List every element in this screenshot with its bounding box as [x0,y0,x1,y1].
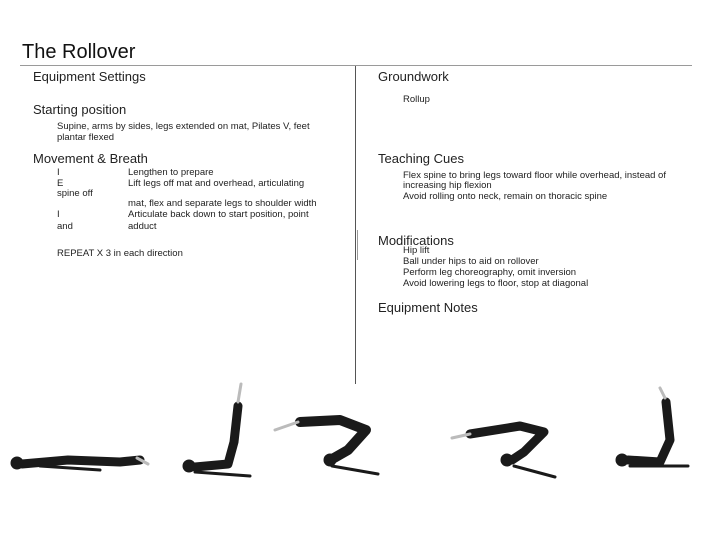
modification-line: Ball under hips to aid on rollover [403,256,539,267]
modification-line: Avoid lowering legs to floor, stop at diagonal [403,278,589,289]
movement-line: Lift legs off mat and overhead, articulating [128,178,305,189]
movement-breath-heading: Movement & Breath [33,151,148,166]
groundwork-item: Rollup [403,94,430,105]
equipment-notes-heading: Equipment Notes [378,300,478,315]
exercise-stage-supine [11,457,148,470]
exercise-photo-strip [0,380,720,540]
starting-position-heading: Starting position [33,102,127,117]
movement-line: mat, flex and separate legs to shoulder width [128,198,317,209]
movement-line: Lengthen to prepare [128,167,214,178]
teaching-cue-line: increasing hip flexion [403,180,492,191]
equipment-settings-heading: Equipment Settings [33,69,146,84]
page-title: The Rollover [22,41,136,63]
teaching-cue-line: Flex spine to bring legs toward floor while overhead, instead of [403,170,666,181]
breath-marker: E [57,178,64,189]
teaching-cues-heading: Teaching Cues [378,151,464,166]
repeat-instruction: REPEAT X 3 in each direction [57,248,183,259]
groundwork-heading: Groundwork [378,69,449,84]
title-divider [20,65,692,66]
exercise-stage-legs-vertical-return [616,388,688,466]
modifications-heading: Modifications [378,233,454,248]
exercise-stage-legs-split-overhead [452,426,555,477]
breath-marker: spine off [57,188,93,199]
exercise-stage-legs-vertical [183,384,250,476]
modification-line: Perform leg choreography, omit inversion [403,267,577,278]
breath-marker: I [57,209,60,220]
movement-line: Articulate back down to start position, point [128,209,309,220]
column-divider [355,66,356,384]
movement-line: adduct [128,221,157,232]
breath-marker: I [57,167,60,178]
column-divider-light [357,230,358,260]
starting-position-line: Supine, arms by sides, legs extended on mat, Pilates V, feet [57,121,310,132]
exercise-stage-rollover [275,420,378,474]
teaching-cue-line: Avoid rolling onto neck, remain on thoracic spine [403,191,608,202]
breath-marker: and [57,221,73,232]
starting-position-line: plantar flexed [57,132,115,143]
modification-line: Hip lift [403,245,430,256]
